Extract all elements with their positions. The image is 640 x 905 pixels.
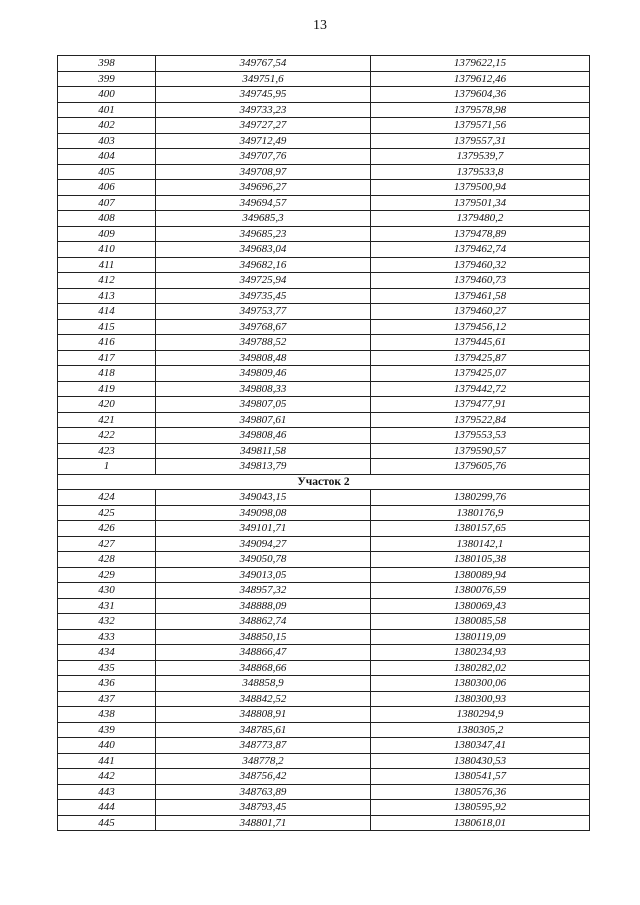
point-number-cell: 432 — [58, 614, 156, 630]
x-coordinate-cell: 349094,27 — [156, 536, 371, 552]
x-coordinate-cell: 349808,46 — [156, 428, 371, 444]
point-number-cell: 436 — [58, 676, 156, 692]
table-row — [58, 180, 590, 196]
table-row — [58, 335, 590, 351]
table-row — [58, 71, 590, 87]
table-row — [58, 211, 590, 227]
x-coordinate-cell: 348957,32 — [156, 583, 371, 599]
point-number-cell: 440 — [58, 738, 156, 754]
y-coordinate-cell: 1380069,43 — [371, 598, 590, 614]
point-number-cell: 411 — [58, 257, 156, 273]
point-number-cell: 405 — [58, 164, 156, 180]
x-coordinate-cell: 349707,76 — [156, 149, 371, 165]
point-number-cell: 403 — [58, 133, 156, 149]
y-coordinate-cell: 1379571,56 — [371, 118, 590, 134]
point-number-cell: 416 — [58, 335, 156, 351]
table-row — [58, 273, 590, 289]
table-row — [58, 505, 590, 521]
y-coordinate-cell: 1380089,94 — [371, 567, 590, 583]
table-row — [58, 56, 590, 72]
table-row — [58, 195, 590, 211]
point-number-cell: 433 — [58, 629, 156, 645]
x-coordinate-cell: 349682,16 — [156, 257, 371, 273]
y-coordinate-cell: 1380119,09 — [371, 629, 590, 645]
y-coordinate-cell: 1379605,76 — [371, 459, 590, 475]
table-row — [58, 691, 590, 707]
table-row — [58, 769, 590, 785]
point-number-cell: 435 — [58, 660, 156, 676]
y-coordinate-cell: 1379533,8 — [371, 164, 590, 180]
x-coordinate-cell: 349685,3 — [156, 211, 371, 227]
table-row — [58, 660, 590, 676]
y-coordinate-cell: 1379553,53 — [371, 428, 590, 444]
x-coordinate-cell: 349807,05 — [156, 397, 371, 413]
point-number-cell: 442 — [58, 769, 156, 785]
point-number-cell: 401 — [58, 102, 156, 118]
table-row — [58, 350, 590, 366]
y-coordinate-cell: 1380142,1 — [371, 536, 590, 552]
x-coordinate-cell: 348793,45 — [156, 800, 371, 816]
x-coordinate-cell: 349685,23 — [156, 226, 371, 242]
coordinates-table-body — [58, 56, 590, 831]
table-row — [58, 784, 590, 800]
table-row — [58, 443, 590, 459]
table-row — [58, 118, 590, 134]
point-number-cell: 439 — [58, 722, 156, 738]
table-row — [58, 257, 590, 273]
y-coordinate-cell: 1379460,32 — [371, 257, 590, 273]
point-number-cell: 429 — [58, 567, 156, 583]
x-coordinate-cell: 348866,47 — [156, 645, 371, 661]
y-coordinate-cell: 1380282,02 — [371, 660, 590, 676]
page-number: 13 — [313, 18, 327, 33]
point-number-cell: 408 — [58, 211, 156, 227]
x-coordinate-cell: 349811,58 — [156, 443, 371, 459]
table-row — [58, 381, 590, 397]
y-coordinate-cell: 1380618,01 — [371, 815, 590, 831]
x-coordinate-cell: 349768,67 — [156, 319, 371, 335]
x-coordinate-cell: 349809,46 — [156, 366, 371, 382]
y-coordinate-cell: 1379539,7 — [371, 149, 590, 165]
x-coordinate-cell: 348763,89 — [156, 784, 371, 800]
y-coordinate-cell: 1380576,36 — [371, 784, 590, 800]
x-coordinate-cell: 349751,6 — [156, 71, 371, 87]
table-row — [58, 753, 590, 769]
y-coordinate-cell: 1379460,27 — [371, 304, 590, 320]
table-row — [58, 226, 590, 242]
y-coordinate-cell: 1379442,72 — [371, 381, 590, 397]
table-row — [58, 304, 590, 320]
x-coordinate-cell: 349807,61 — [156, 412, 371, 428]
y-coordinate-cell: 1380595,92 — [371, 800, 590, 816]
y-coordinate-cell: 1380541,57 — [371, 769, 590, 785]
x-coordinate-cell: 348888,09 — [156, 598, 371, 614]
y-coordinate-cell: 1380430,53 — [371, 753, 590, 769]
x-coordinate-cell: 349788,52 — [156, 335, 371, 351]
point-number-cell: 430 — [58, 583, 156, 599]
table-row — [58, 366, 590, 382]
x-coordinate-cell: 349013,05 — [156, 567, 371, 583]
table-row — [58, 815, 590, 831]
y-coordinate-cell: 1380294,9 — [371, 707, 590, 723]
table-row — [58, 490, 590, 506]
y-coordinate-cell: 1380347,41 — [371, 738, 590, 754]
table-row — [58, 319, 590, 335]
coordinates-table — [57, 55, 590, 831]
point-number-cell: 410 — [58, 242, 156, 258]
point-number-cell: 400 — [58, 87, 156, 103]
x-coordinate-cell: 349696,27 — [156, 180, 371, 196]
x-coordinate-cell: 348801,71 — [156, 815, 371, 831]
point-number-cell: 445 — [58, 815, 156, 831]
point-number-cell: 421 — [58, 412, 156, 428]
point-number-cell: 419 — [58, 381, 156, 397]
x-coordinate-cell: 349727,27 — [156, 118, 371, 134]
table-row — [58, 412, 590, 428]
x-coordinate-cell: 348808,91 — [156, 707, 371, 723]
section-header-row — [58, 474, 590, 490]
y-coordinate-cell: 1379604,36 — [371, 87, 590, 103]
point-number-cell: 407 — [58, 195, 156, 211]
point-number-cell: 417 — [58, 350, 156, 366]
x-coordinate-cell: 348778,2 — [156, 753, 371, 769]
table-row — [58, 645, 590, 661]
x-coordinate-cell: 348785,61 — [156, 722, 371, 738]
x-coordinate-cell: 348858,9 — [156, 676, 371, 692]
y-coordinate-cell: 1380300,06 — [371, 676, 590, 692]
point-number-cell: 443 — [58, 784, 156, 800]
x-coordinate-cell: 349712,49 — [156, 133, 371, 149]
y-coordinate-cell: 1379462,74 — [371, 242, 590, 258]
x-coordinate-cell: 349767,54 — [156, 56, 371, 72]
table-row — [58, 536, 590, 552]
table-row — [58, 583, 590, 599]
x-coordinate-cell: 349735,45 — [156, 288, 371, 304]
point-number-cell: 412 — [58, 273, 156, 289]
table-row — [58, 428, 590, 444]
x-coordinate-cell: 349725,94 — [156, 273, 371, 289]
x-coordinate-cell: 349101,71 — [156, 521, 371, 537]
point-number-cell: 420 — [58, 397, 156, 413]
y-coordinate-cell: 1379622,15 — [371, 56, 590, 72]
y-coordinate-cell: 1379477,91 — [371, 397, 590, 413]
y-coordinate-cell: 1380234,93 — [371, 645, 590, 661]
x-coordinate-cell: 349745,95 — [156, 87, 371, 103]
table-row — [58, 149, 590, 165]
point-number-cell: 437 — [58, 691, 156, 707]
point-number-cell: 425 — [58, 505, 156, 521]
point-number-cell: 398 — [58, 56, 156, 72]
y-coordinate-cell: 1379578,98 — [371, 102, 590, 118]
y-coordinate-cell: 1379461,58 — [371, 288, 590, 304]
point-number-cell: 427 — [58, 536, 156, 552]
y-coordinate-cell: 1380085,58 — [371, 614, 590, 630]
y-coordinate-cell: 1379425,07 — [371, 366, 590, 382]
y-coordinate-cell: 1379456,12 — [371, 319, 590, 335]
table-row — [58, 598, 590, 614]
x-coordinate-cell: 348850,15 — [156, 629, 371, 645]
point-number-cell: 426 — [58, 521, 156, 537]
point-number-cell: 406 — [58, 180, 156, 196]
table-row — [58, 552, 590, 568]
table-row — [58, 288, 590, 304]
y-coordinate-cell: 1379612,46 — [371, 71, 590, 87]
y-coordinate-cell: 1379500,94 — [371, 180, 590, 196]
point-number-cell: 422 — [58, 428, 156, 444]
x-coordinate-cell: 348756,42 — [156, 769, 371, 785]
table-row — [58, 459, 590, 475]
point-number-cell: 438 — [58, 707, 156, 723]
x-coordinate-cell: 349043,15 — [156, 490, 371, 506]
table-row — [58, 800, 590, 816]
x-coordinate-cell: 349813,79 — [156, 459, 371, 475]
point-number-cell: 424 — [58, 490, 156, 506]
y-coordinate-cell: 1379445,61 — [371, 335, 590, 351]
point-number-cell: 409 — [58, 226, 156, 242]
y-coordinate-cell: 1379478,89 — [371, 226, 590, 242]
y-coordinate-cell: 1380305,2 — [371, 722, 590, 738]
point-number-cell: 431 — [58, 598, 156, 614]
y-coordinate-cell: 1380076,59 — [371, 583, 590, 599]
table-row — [58, 242, 590, 258]
table-row — [58, 164, 590, 180]
y-coordinate-cell: 1380157,65 — [371, 521, 590, 537]
point-number-cell: 423 — [58, 443, 156, 459]
table-row — [58, 738, 590, 754]
table-row — [58, 676, 590, 692]
point-number-cell: 418 — [58, 366, 156, 382]
x-coordinate-cell: 349098,08 — [156, 505, 371, 521]
x-coordinate-cell: 349753,77 — [156, 304, 371, 320]
y-coordinate-cell: 1380176,9 — [371, 505, 590, 521]
point-number-cell: 428 — [58, 552, 156, 568]
table-row — [58, 629, 590, 645]
y-coordinate-cell: 1379557,31 — [371, 133, 590, 149]
point-number-cell: 402 — [58, 118, 156, 134]
table-row — [58, 707, 590, 723]
table-row — [58, 614, 590, 630]
point-number-cell: 1 — [58, 459, 156, 475]
x-coordinate-cell: 348842,52 — [156, 691, 371, 707]
table-row — [58, 87, 590, 103]
point-number-cell: 399 — [58, 71, 156, 87]
point-number-cell: 434 — [58, 645, 156, 661]
x-coordinate-cell: 349708,97 — [156, 164, 371, 180]
point-number-cell: 413 — [58, 288, 156, 304]
y-coordinate-cell: 1379460,73 — [371, 273, 590, 289]
y-coordinate-cell: 1380299,76 — [371, 490, 590, 506]
point-number-cell: 414 — [58, 304, 156, 320]
x-coordinate-cell: 349050,78 — [156, 552, 371, 568]
x-coordinate-cell: 349808,33 — [156, 381, 371, 397]
y-coordinate-cell: 1379590,57 — [371, 443, 590, 459]
y-coordinate-cell: 1379480,2 — [371, 211, 590, 227]
point-number-cell: 441 — [58, 753, 156, 769]
x-coordinate-cell: 348773,87 — [156, 738, 371, 754]
y-coordinate-cell: 1379425,87 — [371, 350, 590, 366]
y-coordinate-cell: 1379501,34 — [371, 195, 590, 211]
y-coordinate-cell: 1380300,93 — [371, 691, 590, 707]
x-coordinate-cell: 349683,04 — [156, 242, 371, 258]
table-row — [58, 722, 590, 738]
x-coordinate-cell: 349733,23 — [156, 102, 371, 118]
section-title: Участок 2 — [58, 474, 590, 490]
table-row — [58, 133, 590, 149]
x-coordinate-cell: 349808,48 — [156, 350, 371, 366]
table-row — [58, 521, 590, 537]
table-row — [58, 102, 590, 118]
point-number-cell: 415 — [58, 319, 156, 335]
point-number-cell: 444 — [58, 800, 156, 816]
point-number-cell: 404 — [58, 149, 156, 165]
y-coordinate-cell: 1379522,84 — [371, 412, 590, 428]
y-coordinate-cell: 1380105,38 — [371, 552, 590, 568]
table-row — [58, 567, 590, 583]
table-row — [58, 397, 590, 413]
x-coordinate-cell: 348868,66 — [156, 660, 371, 676]
x-coordinate-cell: 349694,57 — [156, 195, 371, 211]
x-coordinate-cell: 348862,74 — [156, 614, 371, 630]
